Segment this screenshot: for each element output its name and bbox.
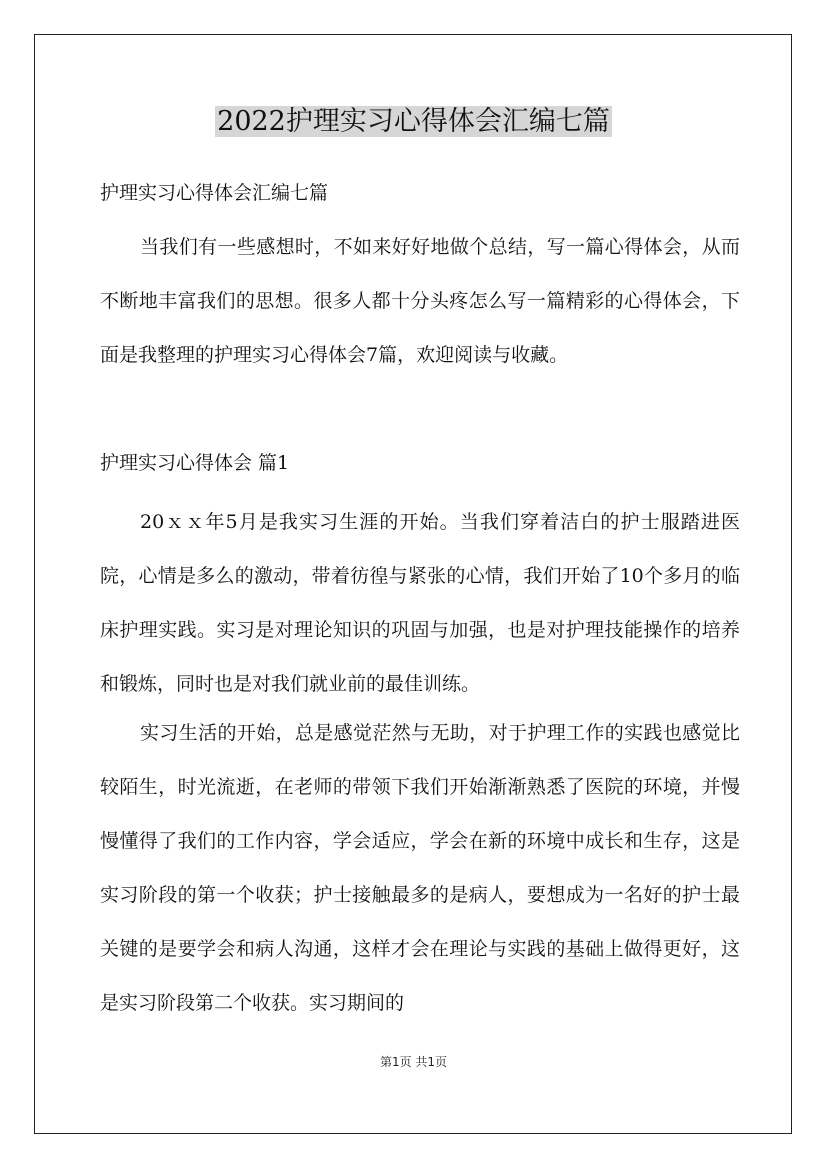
section-heading: 护理实习心得体会 篇1 <box>100 452 290 474</box>
body-paragraph-1: 20ｘｘ年5月是我实习生涯的开始。当我们穿着洁白的护士服踏进医院，心情是多么的激动，带着彷徨与紧张的心情，我们开始了10个多月的临床护理实践。实习是对理论知识的巩固与加强，也是对护理技能操作的培养和锻炼，同时也是对我们就业前的最佳训练。 <box>100 511 740 695</box>
document-subtitle: 护理实习心得体会汇编七篇 <box>100 182 329 204</box>
document-title <box>0 102 827 142</box>
document-title-text: 2022护理实习心得体会汇编七篇 <box>217 106 610 137</box>
body-paragraph-2: 实习生活的开始，总是感觉茫然与无助，对于护理工作的实践也感觉比较陌生，时光流逝，在老师的带领下我们开始渐渐熟悉了医院的环境，并慢慢懂得了我们的工作内容，学会适应，学会在新的环境中成长和生存，这是实习阶段的第一个收获；护士接触最多的是病人，要想成为一名好的护士最关键的是要学会和病人沟通，这样才会在理论与实践的基础上做得更好，这是实习阶段第二个收获。实习期间的 <box>100 722 740 1014</box>
page-footer: 第1页 共1页 <box>379 1055 448 1069</box>
intro-paragraph: 当我们有一些感想时，不如来好好地做个总结，写一篇心得体会，从而不断地丰富我们的思想。很多人都十分头疼怎么写一篇精彩的心得体会，下面是我整理的护理实习心得体会7篇，欢迎阅读与收藏。 <box>100 236 740 366</box>
